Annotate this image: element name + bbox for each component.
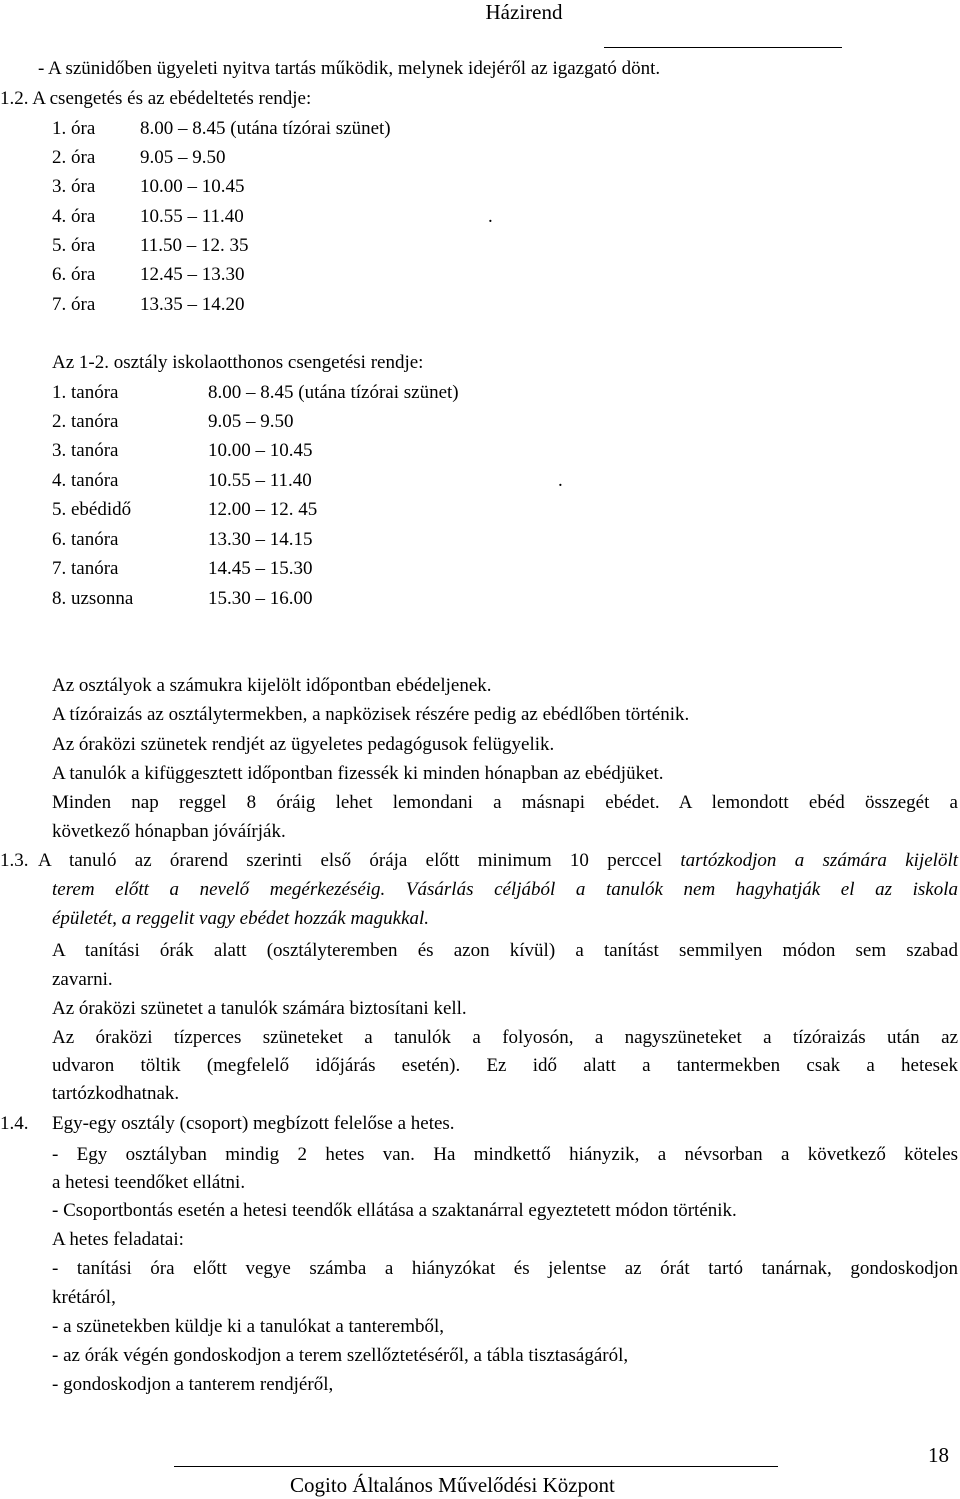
lunch-rule-4: A tanulók a kifüggesztett időpontban fizessék ki minden hónapban az ebédjüket. (52, 763, 664, 784)
hetes-rule-1-line-1: - Egy osztályban mindig 2 hetes van. Ha mindkettő hiányzik, a névsorban a következő köteles (52, 1144, 958, 1165)
section-1-3-italic: terem előtt a nevelő megérkezéséig. (52, 879, 386, 900)
afterschool-row-time: 9.05 – 9.50 (208, 411, 294, 432)
hetes-rule-2: - Csoportbontás esetén a hetesi teendők ellátása a szaktanárral egyeztetett módon történik. (52, 1200, 737, 1221)
section-1-3-italic: Vásárlás céljából a tanulók nem hagyhatják el az iskola (405, 879, 958, 900)
afterschool-row-time: 10.00 – 10.45 (208, 440, 313, 461)
afterschool-row-label: 3. tanóra (52, 440, 119, 461)
afterschool-row-label: 1. tanóra (52, 382, 119, 403)
page-number: 18 (928, 1443, 949, 1467)
hetes-duty-3: - az órák végén gondoskodjon a terem szellőztetéséről, a tábla tisztaságáról, (52, 1345, 629, 1366)
afterschool-row-label: 2. tanóra (52, 411, 119, 432)
bell-row-time: 8.00 – 8.45 (utána tízórai szünet) (140, 118, 391, 139)
bell-row-label: 5. óra (52, 235, 96, 256)
teaching-disturbance-line-1: A tanítási órák alatt (osztályteremben és azon kívül) a tanítást semmilyen módon sem szabad (52, 940, 958, 961)
intro-line: - A szünidőben ügyeleti nyitva tartás működik, melynek idejéről az igazgató dönt. (38, 58, 661, 79)
bell-row-label: 6. óra (52, 264, 96, 285)
section-1-3-line-1 (38, 850, 958, 872)
bell-row-time: 12.45 – 13.30 (140, 264, 245, 285)
section-1-3-italic: épületét, a reggelit vagy ebédet hozzák magukkal. (52, 908, 430, 929)
bell-row-time: 11.50 – 12. 35 (140, 235, 249, 256)
hetes-duties-heading: A hetes feladatai: (52, 1229, 184, 1250)
section-number: 1.3. (0, 850, 29, 871)
afterschool-row-label: 5. ebédidő (52, 499, 132, 520)
hetes-duty-1-line-2: krétáról, (52, 1287, 116, 1308)
bell-row-label: 7. óra (52, 294, 96, 315)
afterschool-row-time: 14.45 – 15.30 (208, 558, 313, 579)
teaching-disturbance-line-2: zavarni. (52, 969, 113, 990)
afterschool-row-label: 7. tanóra (52, 558, 119, 579)
section-number: 1.4. (0, 1113, 29, 1134)
section-1-3-plain: A tanuló az órarend szerinti első órája előtt minimum 10 perccel (38, 850, 663, 871)
afterschool-row-time: 12.00 – 12. 45 (208, 499, 318, 520)
section-1-3-italic: tartózkodjon a számára kijelölt (680, 850, 958, 871)
afterschool-row-label: 6. tanóra (52, 529, 119, 550)
footer-institution: Cogito Általános Művelődési Központ (290, 1473, 615, 1497)
afterschool-row-label: 4. tanóra (52, 470, 119, 491)
bell-row-dot: . (488, 206, 493, 227)
hetes-rule-1-line-2: a hetesi teendőket ellátni. (52, 1172, 246, 1193)
afterschool-row-time: 15.30 – 16.00 (208, 588, 313, 609)
page-header-title: Házirend (485, 0, 563, 24)
bell-row-label: 3. óra (52, 176, 96, 197)
afterschool-row-time: 10.55 – 11.40 (208, 470, 312, 491)
hetes-duty-2: - a szünetekben küldje ki a tanulókat a tanteremből, (52, 1316, 444, 1337)
lunch-rule-2: A tízóraizás az osztálytermekben, a napközisek részére pedig az ebédlőben történik. (52, 704, 690, 725)
bell-row-label: 2. óra (52, 147, 96, 168)
lunch-rule-5: Minden nap reggel 8 óráig lehet lemondani a másnapi ebédet. A lemondott ebéd összegét a (52, 792, 958, 813)
break-location-line-2: udvaron töltik (megfelelő időjárás esetén). Ez idő alatt a tantermekben csak a hetesek (52, 1055, 958, 1076)
lunch-rule-3: Az óraközi szünetek rendjét az ügyeletes pedagógusok felügyelik. (52, 734, 555, 755)
hetes-duty-4: - gondoskodjon a tanterem rendjéről, (52, 1374, 334, 1395)
lunch-rule-1: Az osztályok a számukra kijelölt időpontban ebédeljenek. (52, 675, 492, 696)
bell-row-time: 13.35 – 14.20 (140, 294, 245, 315)
afterschool-heading: Az 1-2. osztály iskolaotthonos csengetési rendje: (52, 352, 424, 373)
hetes-duty-1-line-1: - tanítási óra előtt vegye számba a hiányzókat és jelentse az órát tartó tanárnak, gondoskodjon (52, 1258, 958, 1279)
lunch-rule-6: következő hónapban jóváírják. (52, 821, 286, 842)
bell-row-time: 9.05 – 9.50 (140, 147, 226, 168)
bell-row-time: 10.00 – 10.45 (140, 176, 245, 197)
footer-rule (174, 1466, 778, 1467)
bell-schedule-heading: 1.2. A csengetés és az ebédeltetés rendje: (0, 88, 312, 109)
afterschool-row-time: 8.00 – 8.45 (utána tízórai szünet) (208, 382, 459, 403)
break-location-line-1: Az óraközi tízperces szüneteket a tanulók a folyosón, a nagyszüneteket a tízóraizás után az (52, 1027, 958, 1048)
break-location-line-3: tartózkodhatnak. (52, 1083, 180, 1104)
bell-row-time: 10.55 – 11.40 (140, 206, 244, 227)
bell-row-label: 4. óra (52, 206, 96, 227)
hetes-heading: Egy-egy osztály (csoport) megbízott felelőse a hetes. (52, 1113, 455, 1134)
break-guarantee: Az óraközi szünetet a tanulók számára biztosítani kell. (52, 998, 467, 1019)
afterschool-row-label: 8. uzsonna (52, 588, 134, 609)
afterschool-row-time: 13.30 – 14.15 (208, 529, 313, 550)
section-1-3-line-2 (52, 879, 958, 901)
afterschool-row-dot: . (558, 470, 563, 491)
section-1-3-line-3 (52, 908, 429, 930)
header-rule (604, 47, 842, 48)
bell-row-label: 1. óra (52, 118, 96, 139)
